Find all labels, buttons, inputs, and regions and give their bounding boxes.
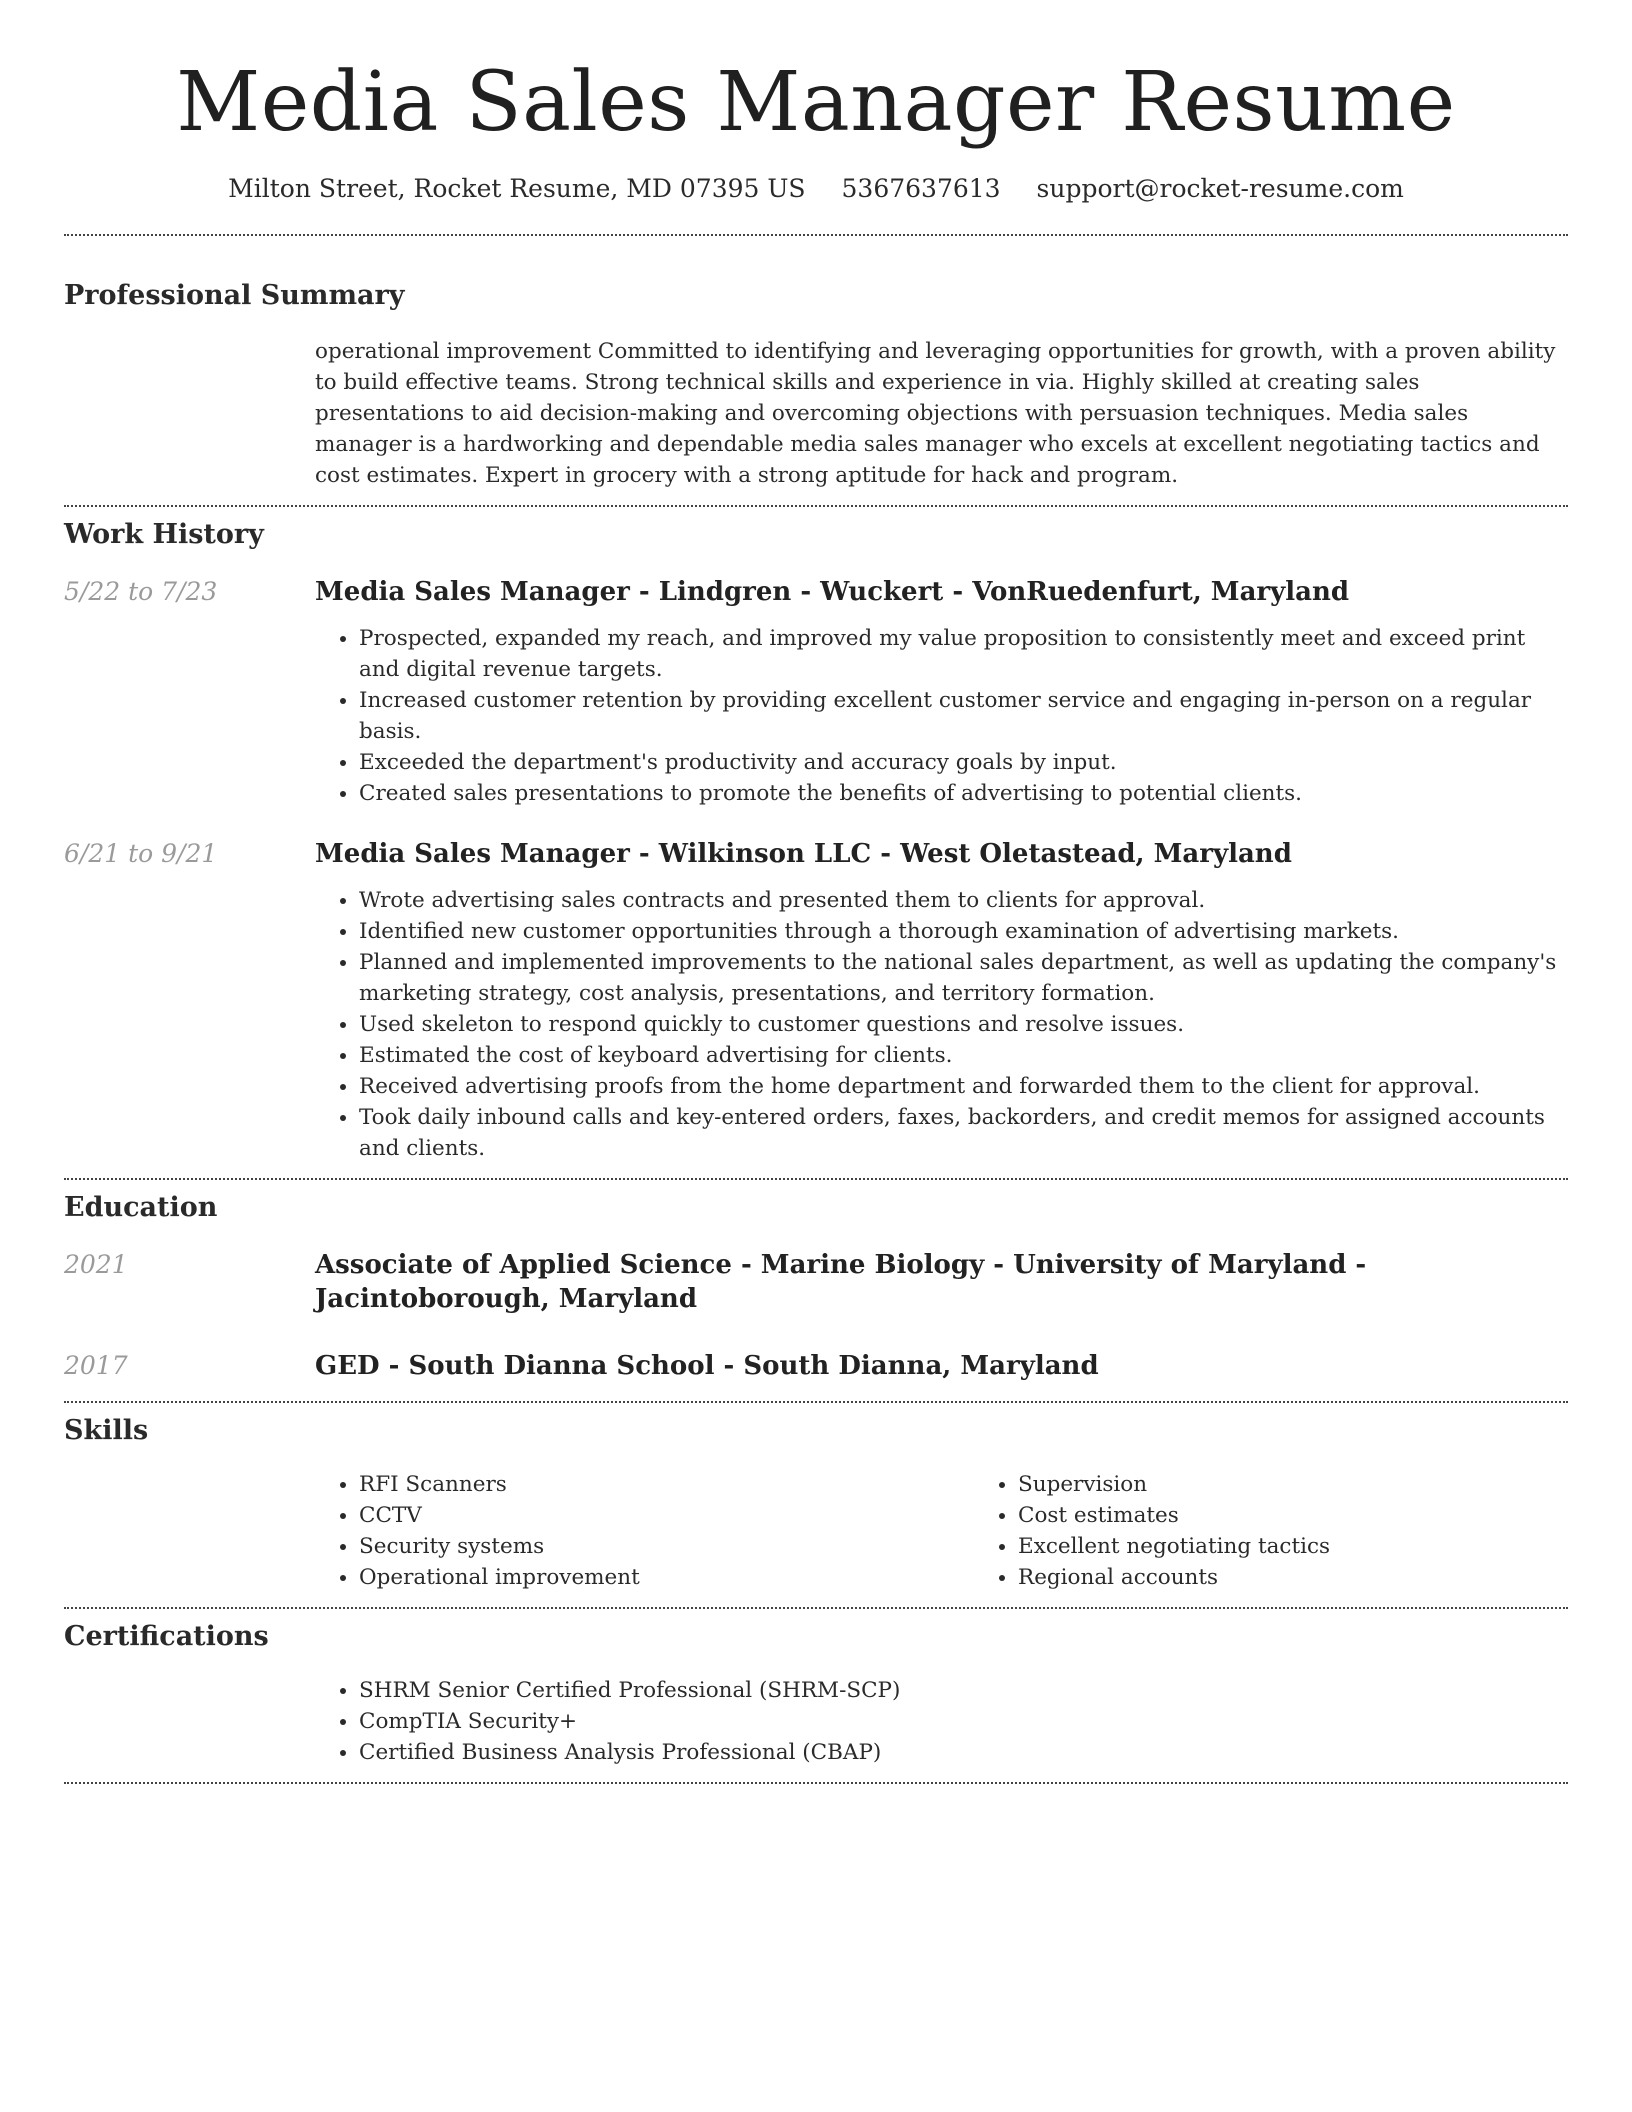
divider — [64, 1782, 1568, 1784]
list-item: • Regional accounts — [1018, 1562, 1632, 1593]
job-bullets — [315, 885, 1568, 1164]
job-entry — [64, 575, 1568, 809]
list-item: • Created sales presentations to promote the benefits of advertising to potential clients. — [359, 778, 1568, 809]
education-section — [64, 1190, 1568, 1383]
list-item: • Excellent negotiating tactics — [1018, 1531, 1632, 1562]
education-entry — [64, 1349, 1568, 1383]
summary-row — [64, 336, 1568, 491]
list-item: • Estimated the cost of keyboard advertising for clients. — [359, 1040, 1568, 1071]
skills-list-right — [974, 1469, 1632, 1593]
work-history-section — [64, 517, 1568, 1164]
section-title-certifications: Certifications — [64, 1621, 269, 1652]
skills-list-left — [315, 1469, 974, 1593]
list-item: • Security systems — [359, 1531, 974, 1562]
list-item: • Used skeleton to respond quickly to customer questions and resolve issues. — [359, 1009, 1568, 1040]
list-item: • Cost estimates — [1018, 1500, 1632, 1531]
list-item: • Increased customer retention by providing excellent customer service and engaging in-person on a regular basis. — [359, 685, 1568, 747]
education-heading: GED - South Dianna School - South Dianna, Maryland — [315, 1351, 1099, 1381]
certifications-list — [315, 1675, 1568, 1768]
list-item: • SHRM Senior Certified Professional (SHRM-SCP) — [359, 1675, 1568, 1706]
job-entry — [64, 837, 1568, 1164]
contact-line — [64, 172, 1568, 206]
list-item: • Operational improvement — [359, 1562, 974, 1593]
divider — [64, 1401, 1568, 1403]
contact-email: support@rocket-resume.com — [1036, 174, 1404, 203]
certifications-row — [64, 1675, 1568, 1768]
summary-text: operational improvement Committed to identifying and leveraging opportunities for growth, with a proven ability to build effective teams. Strong technical skills and experience in via. Highly skilled at creating sales presentations to aid decision-making and overcoming objections with persuasion techniques. Media sales manager is a hardworking and dependable media sales manager who excels at excellent negotiating tactics and cost estimates. Expert in grocery with a strong aptitude for hack and program. — [315, 339, 1556, 488]
divider — [64, 1178, 1568, 1180]
contact-phone: 5367637613 — [841, 174, 1001, 203]
job-dates: 6/21 to 9/21 — [64, 839, 218, 868]
job-heading: Media Sales Manager - Wilkinson LLC - West Oletastead, Maryland — [315, 839, 1292, 869]
divider — [64, 505, 1568, 507]
education-heading: Associate of Applied Science - Marine Biology - University of Maryland - Jacintoborough, Maryland — [315, 1250, 1367, 1314]
list-item: • Received advertising proofs from the home department and forwarded them to the client for approval. — [359, 1071, 1568, 1102]
list-item: • Exceeded the department's productivity and accuracy goals by input. — [359, 747, 1568, 778]
certifications-section — [64, 1619, 1568, 1768]
list-item: • Certified Business Analysis Professional (CBAP) — [359, 1737, 1568, 1768]
list-item: • RFI Scanners — [359, 1469, 974, 1500]
list-item: • Prospected, expanded my reach, and improved my value proposition to consistently meet and exceed print and digital revenue targets. — [359, 623, 1568, 685]
section-title-skills: Skills — [64, 1415, 149, 1446]
contact-address: Milton Street, Rocket Resume, MD 07395 US — [228, 174, 806, 203]
list-item: • CCTV — [359, 1500, 974, 1531]
list-item: • Took daily inbound calls and key-entered orders, faxes, backorders, and credit memos for assigned accounts and clients. — [359, 1102, 1568, 1164]
job-bullets — [315, 623, 1568, 809]
skills-row — [64, 1469, 1568, 1593]
list-item: • Wrote advertising sales contracts and presented them to clients for approval. — [359, 885, 1568, 916]
education-year: 2021 — [64, 1250, 128, 1279]
list-item: • Identified new customer opportunities through a thorough examination of advertising markets. — [359, 916, 1568, 947]
list-item: • CompTIA Security+ — [359, 1706, 1568, 1737]
skills-section — [64, 1413, 1568, 1593]
resume-title: Media Sales Manager Resume — [176, 55, 1456, 150]
summary-section — [64, 278, 1568, 491]
section-title-summary: Professional Summary — [64, 280, 405, 311]
job-dates: 5/22 to 7/23 — [64, 577, 218, 606]
divider — [64, 234, 1568, 236]
divider — [64, 1607, 1568, 1609]
list-item: • Planned and implemented improvements to the national sales department, as well as updating the company's marketing strategy, cost analysis, presentations, and territory formation. — [359, 947, 1568, 1009]
section-title-work-history: Work History — [64, 519, 264, 550]
list-item: • Supervision — [1018, 1469, 1632, 1500]
education-entry — [64, 1248, 1568, 1316]
education-year: 2017 — [64, 1351, 128, 1380]
job-heading: Media Sales Manager - Lindgren - Wuckert - VonRuedenfurt, Maryland — [315, 577, 1350, 607]
section-title-education: Education — [64, 1192, 218, 1223]
